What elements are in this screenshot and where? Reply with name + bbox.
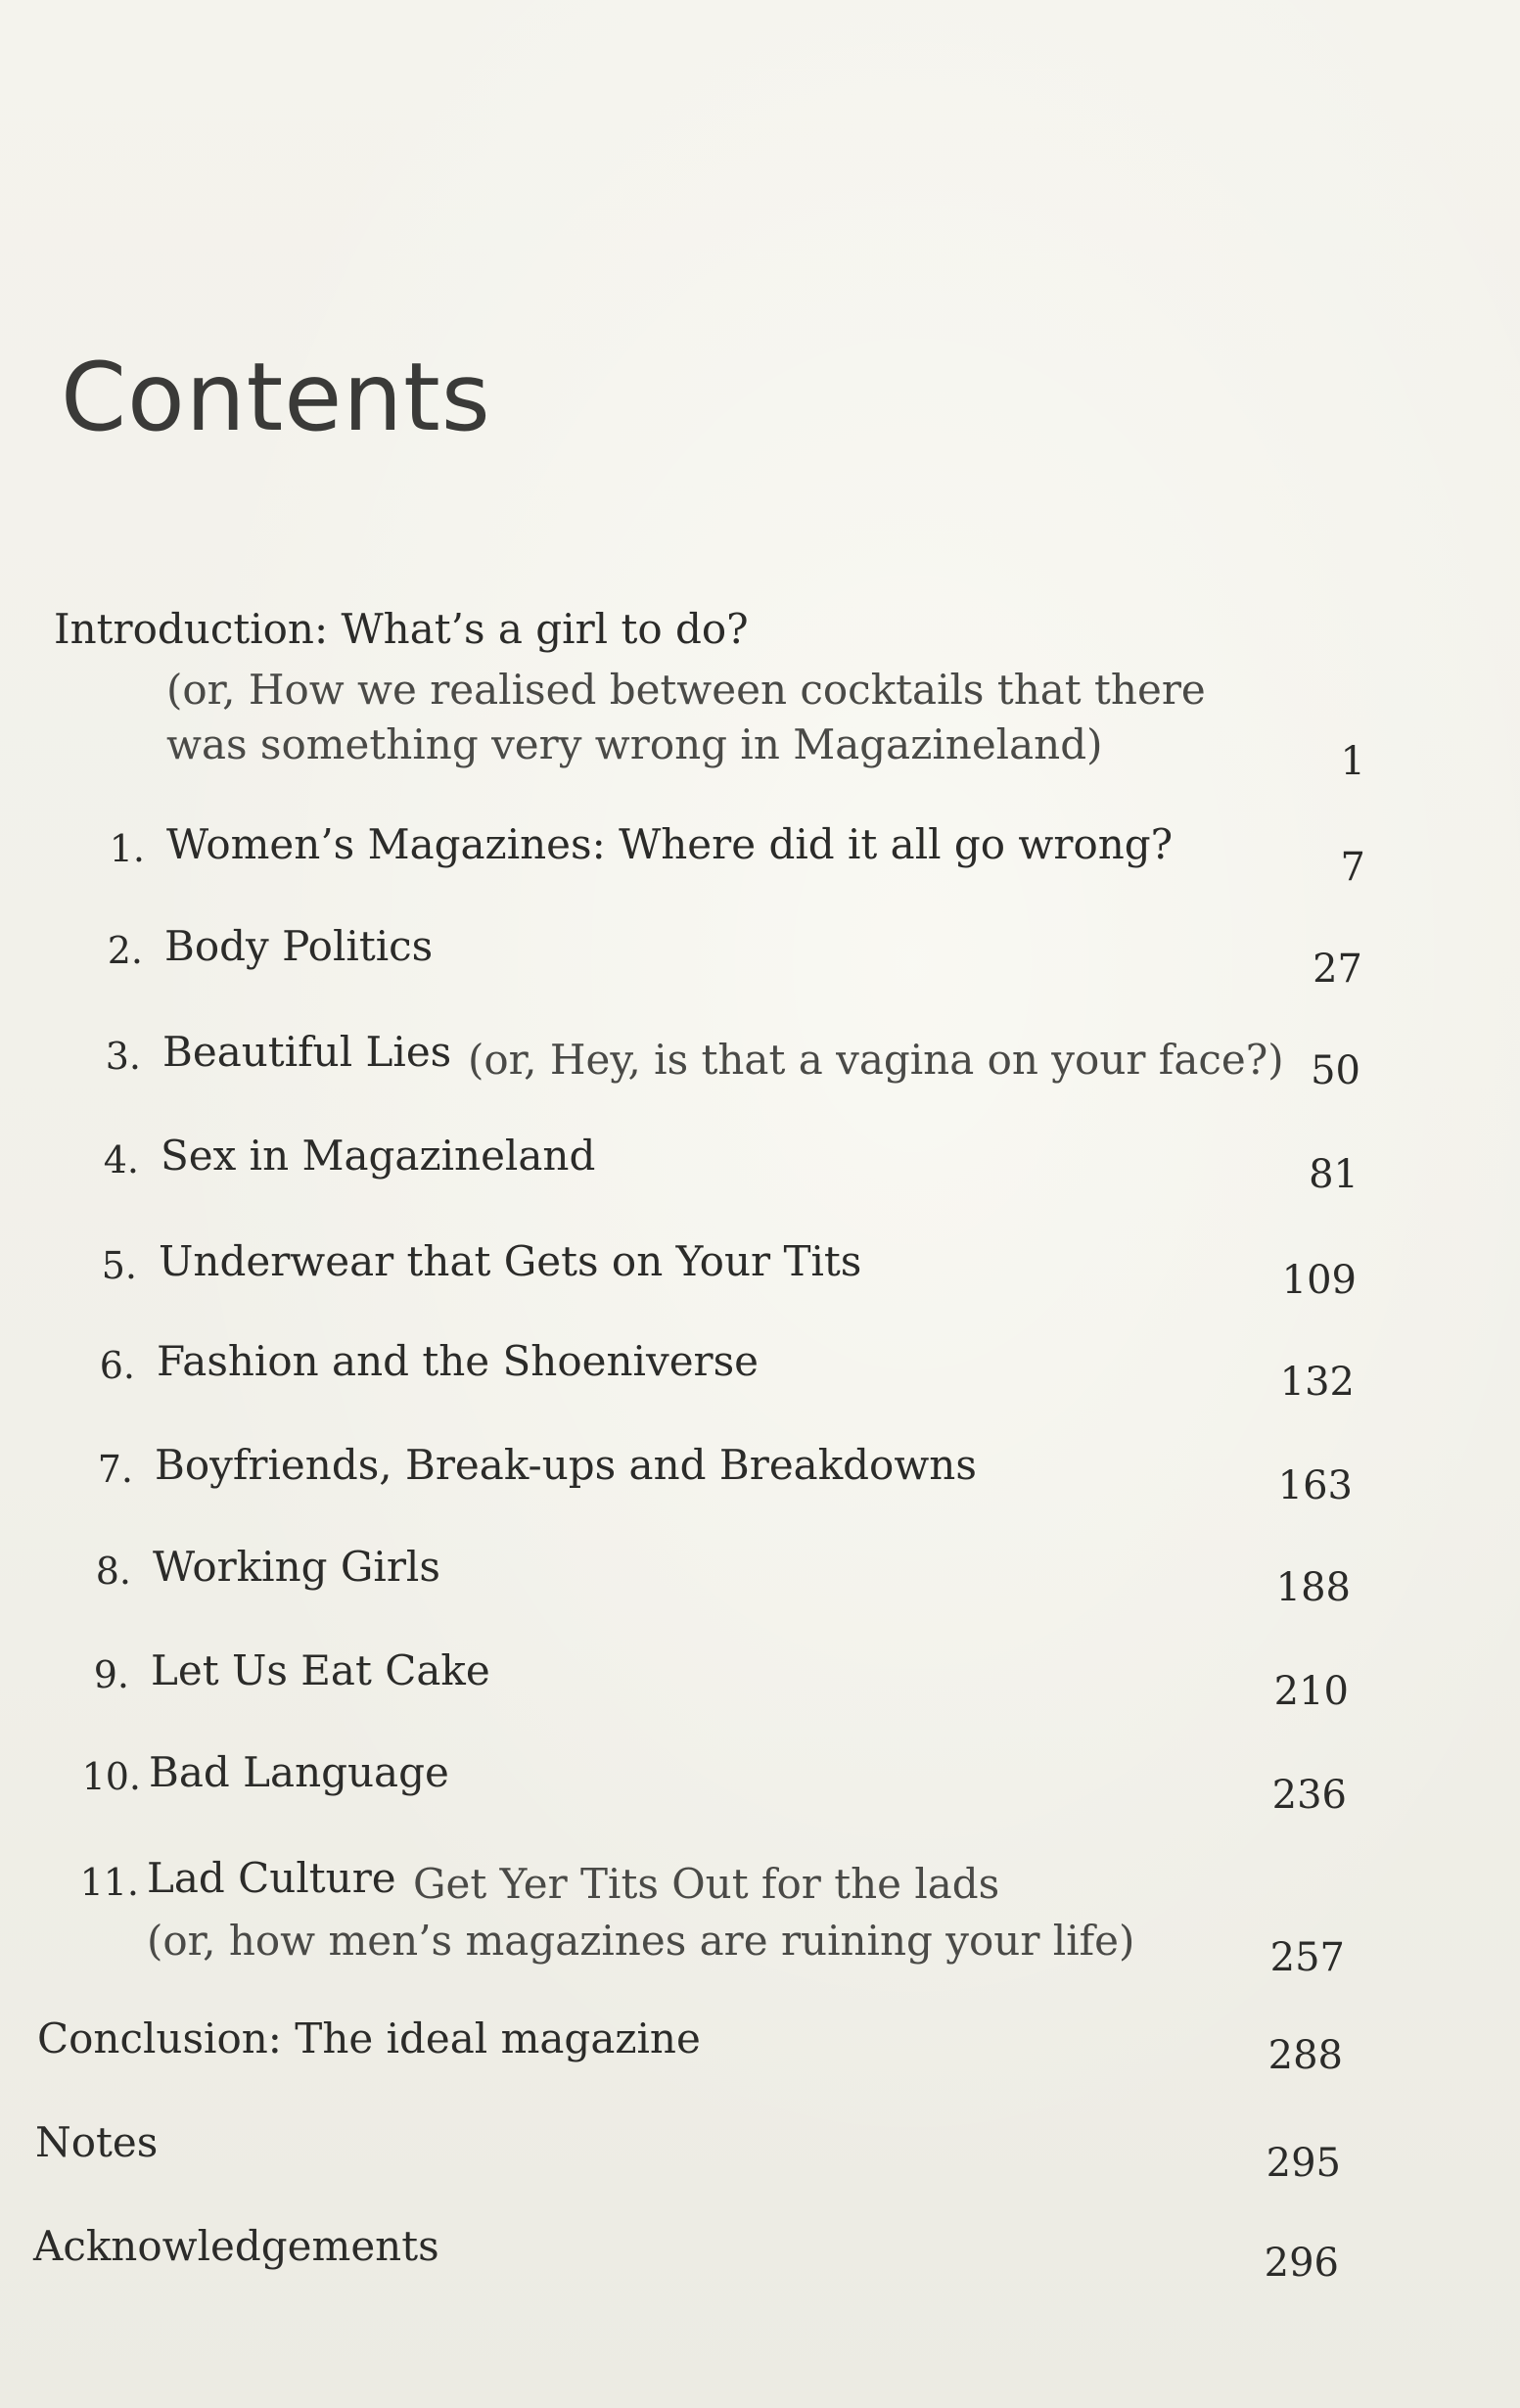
toc-chapter-title: Women’s Magazines: Where did it all go wrong? — [166, 820, 1174, 868]
toc-chapter-number: 6. — [99, 1344, 135, 1387]
toc-chapter-title: Beautiful Lies — [162, 1028, 452, 1076]
toc-chapter-number: 5. — [101, 1244, 137, 1287]
toc-chapter-title: Underwear that Gets on Your Tits — [159, 1237, 862, 1285]
toc-chapter-number: 9. — [93, 1653, 129, 1696]
toc-chapter-page: 50 — [1311, 1048, 1360, 1093]
toc-conclusion-page: 288 — [1267, 2033, 1343, 2078]
toc-chapter-page: 7 — [1340, 845, 1365, 890]
toc-chapter-number: 4. — [103, 1138, 139, 1181]
toc-acknowledgements-page: 296 — [1264, 2241, 1339, 2286]
toc-chapter-page: 81 — [1309, 1152, 1359, 1197]
toc-acknowledgements-title: Acknowledgements — [33, 2222, 439, 2270]
toc-introduction-page: 1 — [1340, 739, 1365, 784]
toc-chapter-page: 132 — [1279, 1360, 1355, 1405]
toc-chapter-number: 8. — [95, 1550, 131, 1593]
toc-notes-page: 295 — [1266, 2141, 1341, 2186]
toc-chapter-number: 2. — [107, 929, 143, 972]
toc-chapter-page: 257 — [1269, 1935, 1345, 1980]
toc-chapter-title: Boyfriends, Break-ups and Breakdowns — [155, 1441, 977, 1489]
toc-chapter-page: 163 — [1277, 1463, 1353, 1508]
toc-chapter-page: 109 — [1281, 1258, 1357, 1303]
toc-chapter-page: 210 — [1273, 1669, 1349, 1714]
toc-chapter-title: Let Us Eat Cake — [151, 1646, 490, 1694]
toc-chapter-number: 3. — [105, 1035, 141, 1078]
toc-chapter-page: 27 — [1313, 947, 1362, 992]
toc-chapter-number: 1. — [109, 827, 145, 870]
toc-chapter-page: 236 — [1271, 1773, 1347, 1818]
toc-chapter-title: Working Girls — [153, 1543, 440, 1591]
toc-introduction-title: Introduction: What’s a girl to do? — [54, 605, 749, 653]
toc-introduction-subtitle-line1: (or, How we realised between cocktails that there — [166, 666, 1206, 714]
page-title: Contents — [61, 343, 491, 452]
toc-chapter-title: Body Politics — [164, 922, 434, 970]
toc-chapter-number: 11. — [79, 1861, 139, 1904]
toc-notes-title: Notes — [35, 2118, 159, 2166]
toc-introduction-subtitle-line2: was something very wrong in Magazineland) — [166, 720, 1103, 768]
toc-conclusion-title: Conclusion: The ideal magazine — [37, 2014, 701, 2062]
toc-chapter-title: Sex in Magazineland — [161, 1132, 596, 1180]
toc-chapter-subtitle-line2: (or, how men’s magazines are ruining your life) — [147, 1917, 1135, 1965]
toc-chapter-subtitle: Get Yer Tits Out for the lads — [413, 1860, 1000, 1908]
toc-chapter-title: Bad Language — [149, 1748, 449, 1796]
toc-chapter-page: 188 — [1275, 1565, 1351, 1610]
toc-chapter-title: Lad Culture — [147, 1854, 396, 1902]
toc-chapter-number: 7. — [97, 1448, 133, 1491]
toc-chapter-subtitle: (or, Hey, is that a vagina on your face?) — [468, 1036, 1284, 1084]
toc-chapter-title: Fashion and the Shoeniverse — [157, 1337, 760, 1385]
toc-chapter-number: 10. — [81, 1755, 141, 1798]
